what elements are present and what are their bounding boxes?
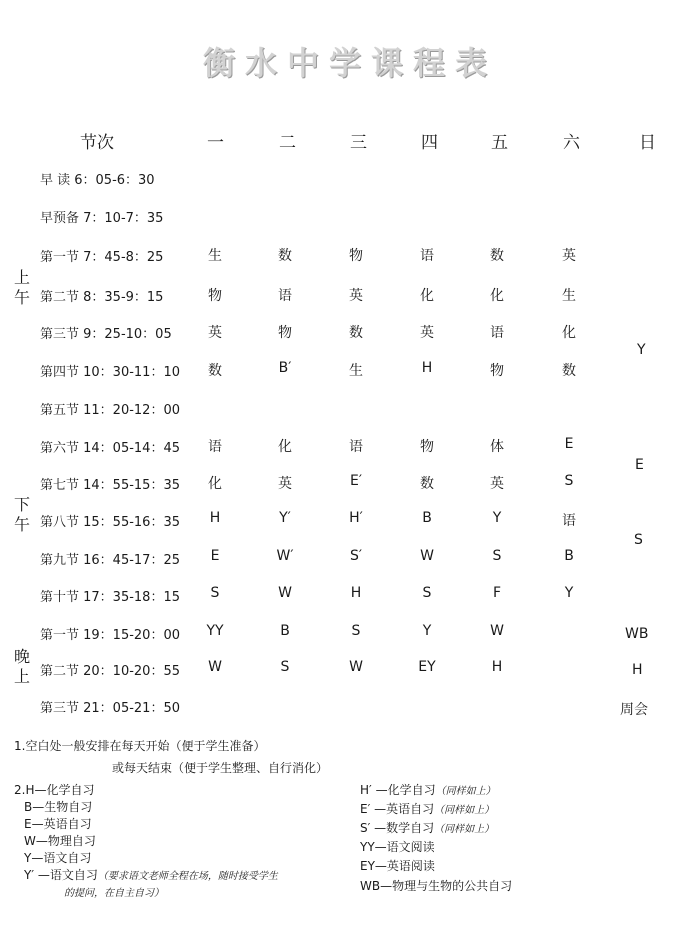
header-day-mon: 一 (207, 133, 224, 153)
section-afternoon (14, 495, 30, 535)
period-label: 第五节 11：20-12：00 (40, 403, 180, 418)
schedule-cell: B′ (278, 360, 292, 376)
period-label: 第八节 15：55-16：35 (40, 515, 180, 530)
note-h-prime (360, 781, 496, 798)
schedule-cell: 数 (349, 325, 363, 341)
period-label: 第一节 7：45-8：25 (40, 250, 164, 265)
schedule-cell: E (564, 436, 574, 452)
sunday-cell: E (635, 457, 644, 473)
schedule-cell: 语 (208, 439, 222, 455)
schedule-cell: YY (206, 623, 224, 639)
schedule-cell: 英 (420, 325, 434, 341)
schedule-cell: 语 (420, 248, 434, 264)
period-label: 第二节 8：35-9：15 (40, 290, 164, 305)
header-period-label: 节次 (80, 133, 114, 153)
schedule-cell: E (210, 548, 220, 564)
schedule-cell: 英 (490, 476, 504, 492)
period-label: 第三节 9：25-10：05 (40, 327, 172, 342)
header-day-tue: 二 (279, 133, 296, 153)
note-s-prime-label: S′ —数学自习 (360, 821, 435, 835)
schedule-cell: S (351, 623, 361, 639)
sunday-cell: S (634, 532, 643, 548)
page-title: 衡水中学课程表 (202, 44, 497, 82)
schedule-cell: F (492, 585, 502, 601)
schedule-cell: 化 (420, 288, 434, 304)
schedule-cell: 数 (562, 363, 576, 379)
note-h-prime-label: H′ —化学自习 (360, 783, 436, 797)
schedule-cell: 生 (208, 248, 222, 264)
schedule-cell: Y (564, 585, 574, 601)
section-morning (14, 268, 30, 308)
schedule-cell: S′ (349, 548, 363, 564)
schedule-cell: 物 (278, 325, 292, 341)
schedule-cell: Y (492, 510, 502, 526)
schedule-cell: 英 (278, 476, 292, 492)
schedule-cell: S (492, 548, 502, 564)
section-afternoon-char: 午 (14, 515, 31, 534)
schedule-cell: Y (422, 623, 432, 639)
schedule-cell: B (564, 548, 574, 564)
note-e-prime (360, 800, 494, 817)
schedule-cell: 化 (208, 476, 222, 492)
header-day-sat: 六 (563, 133, 580, 153)
schedule-cell: EY (418, 659, 436, 675)
schedule-cell: W (490, 623, 504, 639)
note-wb: WB—物理与生物的公共自习 (360, 879, 513, 893)
schedule-cell: 英 (349, 288, 363, 304)
schedule-cell: 化 (278, 439, 292, 455)
note-y-prime-detail-1: （要求语文老师全程在场，随时接受学生 (97, 871, 278, 882)
header-day-thu: 四 (421, 133, 438, 153)
schedule-cell: S (280, 659, 290, 675)
schedule-cell: W (349, 659, 363, 675)
schedule-cell: 语 (349, 439, 363, 455)
header-day-fri: 五 (491, 133, 508, 153)
schedule-cell: 物 (420, 439, 434, 455)
schedule-cell: B (280, 623, 290, 639)
schedule-cell: H (421, 360, 433, 376)
note-w: W—物理自习 (24, 834, 96, 848)
section-morning-char: 午 (14, 288, 31, 307)
note-same-as-above: （同样如上） (435, 786, 496, 797)
schedule-cell: H (350, 585, 362, 601)
note-y-prime-detail-2: 的提问，在自主自习） (64, 888, 164, 899)
period-label: 早预备 7：10-7：35 (40, 211, 164, 226)
schedule-cell: W (278, 585, 292, 601)
schedule-cell: 数 (208, 363, 222, 379)
schedule-cell: H (209, 510, 221, 526)
note-b: B—生物自习 (24, 800, 93, 814)
sunday-cell: 周会 (620, 702, 648, 718)
period-label: 第二节 20：10-20：55 (40, 664, 180, 679)
period-label: 第三节 21：05-21：50 (40, 701, 180, 716)
note-same-as-above: （同样如上） (434, 805, 495, 816)
section-evening-char: 上 (14, 667, 31, 686)
period-label: 第七节 14：55-15：35 (40, 478, 180, 493)
schedule-cell: 数 (420, 476, 434, 492)
note-h: 2.H—化学自习 (14, 783, 95, 797)
schedule-cell: 语 (490, 325, 504, 341)
schedule-cell: 英 (208, 325, 222, 341)
period-label: 第一节 19：15-20：00 (40, 628, 180, 643)
period-label: 第四节 10：30-11：10 (40, 365, 180, 380)
schedule-cell: W (208, 659, 222, 675)
note-e: E—英语自习 (24, 817, 92, 831)
schedule-cell: B (422, 510, 432, 526)
note-1a: 1.空白处一般安排在每天开始（便于学生准备） (14, 739, 266, 753)
schedule-cell: Y′ (279, 510, 291, 526)
period-label: 第九节 16：45-17：25 (40, 553, 180, 568)
period-label: 早 读 6：05-6：30 (40, 173, 155, 188)
schedule-cell: 物 (490, 363, 504, 379)
sunday-cell: H (632, 662, 643, 678)
note-1b: 或每天结束（便于学生整理、自行消化） (112, 761, 329, 775)
schedule-cell: 物 (349, 248, 363, 264)
schedule-cell: 物 (208, 288, 222, 304)
schedule-cell: 生 (349, 363, 363, 379)
note-y: Y—语文自习 (24, 851, 92, 865)
schedule-cell: 语 (278, 288, 292, 304)
schedule-cell: 化 (490, 288, 504, 304)
schedule-cell: 数 (278, 248, 292, 264)
schedule-cell: W (420, 548, 434, 564)
schedule-cell: 化 (562, 325, 576, 341)
schedule-cell: S (564, 473, 574, 489)
note-ey: EY—英语阅读 (360, 859, 435, 873)
schedule-cell: 生 (562, 288, 576, 304)
section-morning-char: 上 (14, 268, 31, 287)
section-afternoon-char: 下 (14, 495, 31, 514)
schedule-cell: W′ (276, 548, 294, 564)
schedule-cell: H′ (349, 510, 363, 526)
header-day-sun: 日 (639, 133, 656, 153)
sunday-cell: WB (625, 626, 649, 642)
header-day-wed: 三 (350, 133, 367, 153)
note-y-prime-label: Y′ —语文自习 (24, 868, 98, 882)
period-label: 第六节 14：05-14：45 (40, 441, 180, 456)
schedule-cell: 语 (562, 513, 576, 529)
note-yy: YY—语文阅读 (360, 840, 435, 854)
schedule-cell: 英 (562, 248, 576, 264)
schedule-cell: 数 (490, 248, 504, 264)
schedule-cell: S (422, 585, 432, 601)
period-label: 第十节 17：35-18：15 (40, 590, 180, 605)
section-evening (14, 647, 30, 687)
sunday-cell: Y (637, 342, 646, 358)
note-s-prime (360, 819, 494, 836)
schedule-cell: S (210, 585, 220, 601)
note-e-prime-label: E′ —英语自习 (360, 802, 435, 816)
note-same-as-above: （同样如上） (434, 824, 495, 835)
schedule-cell: H (491, 659, 503, 675)
schedule-cell: E′ (349, 473, 363, 489)
section-evening-char: 晚 (14, 647, 31, 666)
note-y-prime (24, 866, 278, 883)
schedule-cell: 体 (490, 439, 504, 455)
